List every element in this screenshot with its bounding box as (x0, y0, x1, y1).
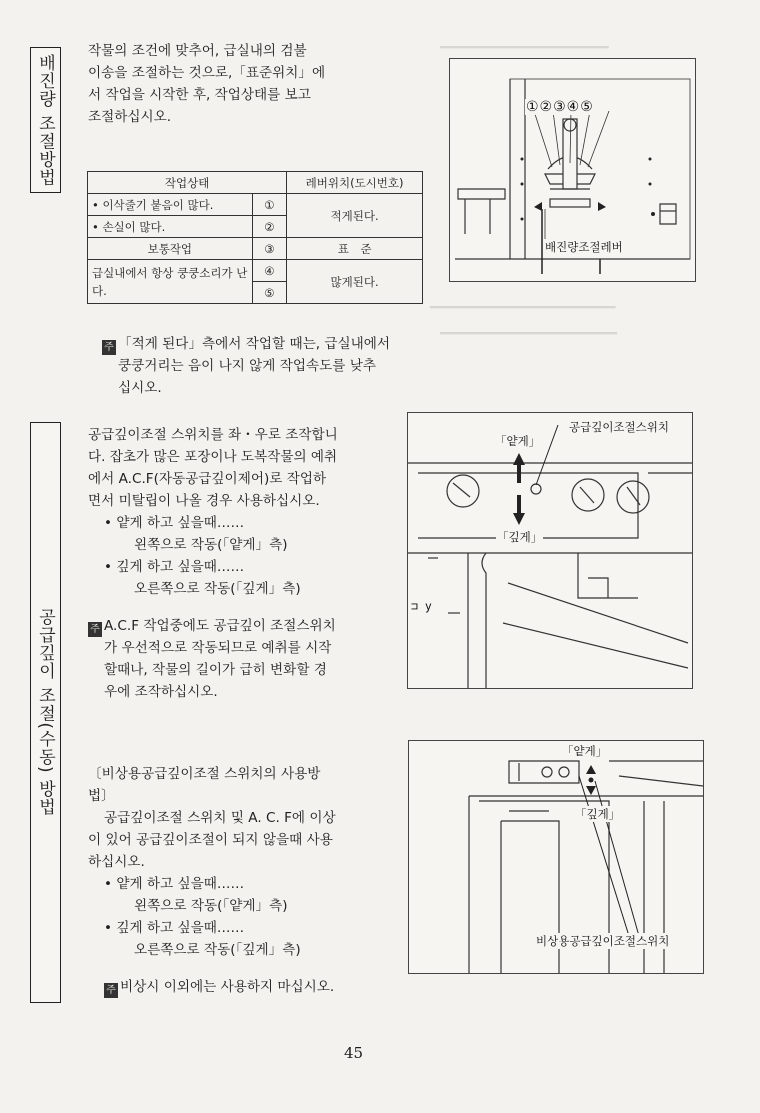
bleed-through: ━━━━━━━━━━━━━━━━━━━━ (440, 40, 609, 56)
paragraph-line: 이송을 조절하는 것으로,「표준위치」에 (88, 65, 326, 81)
shallow-direction-label: 「얕게」 (495, 434, 541, 448)
section-depth-switch (88, 424, 388, 600)
action-deep: 오른쪽으로 작동(「깊게」측) (134, 942, 301, 958)
condition-deep: • 깊게 하고 싶을때…… (104, 559, 245, 575)
paragraph-line: 법〕 (88, 788, 115, 804)
paragraph-line: 이 있어 공급깊이조절이 되지 않을때 사용 (88, 832, 333, 848)
note-line: 「적게 된다」측에서 작업할 때는, 급실내에서 (118, 336, 391, 352)
table-cell-number: ① (252, 194, 287, 216)
depth-switch-callout: 공급깊이조절스위치 (569, 420, 669, 434)
lever-position-numbers: ①②③④⑤ (526, 99, 594, 115)
table-cell-number: ② (252, 216, 287, 238)
page-number: 45 (344, 1044, 364, 1062)
note-emergency-only (104, 976, 404, 998)
note-line: 가 우선적으로 작동되므로 예취를 시작 (104, 640, 332, 656)
note-line: 우에 조작하십시오. (104, 684, 218, 700)
table-cell-result: 많게된다. (287, 260, 423, 304)
condition-shallow: • 얕게 하고 싶을때…… (104, 515, 245, 531)
note-line: 할때나, 작물의 길이가 급히 변화할 경 (104, 662, 327, 678)
note-line: 쿵쿵거리는 음이 나지 않게 작업속도를 낮추 (118, 358, 376, 374)
note-line: 십시오. (118, 380, 162, 396)
table-cell-result: 적게된다. (287, 194, 423, 238)
note-slow-speed (102, 333, 432, 399)
note-icon: 주 (88, 622, 102, 637)
paragraph-line: 에서 A.C.F(자동공급깊이제어)로 작업하 (88, 471, 327, 487)
note-icon: 주 (104, 983, 118, 998)
table-header-state: 작업상태 (88, 172, 287, 194)
side-label-text: 공급깊이 조절(수동) 방법 (35, 608, 55, 817)
table-cell-state: • 이삭줄기 붙음이 많다. (88, 194, 253, 216)
figure-discharge-lever (449, 58, 696, 282)
bleed-through: ━━━━━━━━━━━━━━━━━━━━━ (440, 326, 618, 342)
note-acf-priority (88, 615, 388, 703)
action-deep: 오른쪽으로 작동(「깊게」측) (134, 581, 301, 597)
figure-emergency-switch (408, 740, 704, 974)
paragraph-line: 작물의 조건에 맞추어, 급실내의 검불 (88, 43, 307, 59)
table-cell-result: 표 준 (287, 238, 423, 260)
note-line: A.C.F 작업중에도 공급깊이 조절스위치 (104, 618, 336, 634)
table-cell-state: 보통작업 (88, 238, 253, 260)
action-shallow: 왼쪽으로 작동(「얕게」측) (134, 898, 288, 914)
table-cell-number: ③ (252, 238, 287, 260)
paragraph-line: 하십시오. (88, 854, 145, 870)
action-shallow: 왼쪽으로 작동(「얕게」측) (134, 537, 288, 553)
condition-shallow: • 얕게 하고 싶을때…… (104, 876, 245, 892)
table-cell-state: • 손실이 많다. (88, 216, 253, 238)
paragraph-line: 공급깊이조절 스위치 및 A. C. F에 이상 (104, 810, 336, 826)
discharge-lever-callout: 배진량조절레버 (545, 240, 623, 254)
paragraph-line: 면서 미탈립이 나올 경우 사용하십시오. (88, 493, 320, 509)
table-cell-number: ⑤ (252, 282, 287, 304)
table-cell-number: ④ (252, 260, 287, 282)
paragraph-line: 다. 잡초가 많은 포장이나 도복작물의 예취 (88, 449, 338, 465)
paragraph-line: 공급깊이조절 스위치를 좌・우로 조작합니 (88, 427, 338, 443)
figure-depth-switch (407, 412, 693, 689)
table-header-lever: 레버위치(도시번호) (287, 172, 423, 194)
side-label-text: 배진량 조절방법 (35, 53, 55, 187)
note-line: 비상시 이외에는 사용하지 마십시오. (120, 979, 335, 995)
table-cell-state: 급실내에서 항상 쿵쿵소리가 난다. (88, 260, 253, 304)
deep-direction-label: 「깊게」 (575, 807, 621, 821)
condition-deep: • 깊게 하고 싶을때…… (104, 920, 245, 936)
paragraph-line: 조절하십시오. (88, 109, 172, 125)
depth-switch-drawing (408, 413, 692, 688)
shallow-direction-label: 「얕게」 (562, 744, 608, 758)
section-discharge-intro (88, 40, 408, 128)
paragraph-line: 서 작업을 시작한 후, 작업상태를 보고 (88, 87, 311, 103)
bleed-through: ━━━━━━━━━━━━━━━━━━━━━━ (430, 300, 616, 316)
side-label-depth (30, 422, 61, 1003)
deep-direction-label: 「깊게」 (497, 530, 543, 544)
emergency-switch-callout: 비상용공급깊이조절스위치 (536, 934, 670, 948)
side-label-discharge (30, 47, 61, 193)
lever-position-table (87, 171, 423, 304)
paragraph-line: 〔비상용공급깊이조절 스위치의 사용방 (88, 766, 321, 782)
note-icon: 주 (102, 340, 116, 355)
figure-marking: ⊐ y (411, 599, 432, 613)
section-emergency-switch (88, 763, 388, 961)
